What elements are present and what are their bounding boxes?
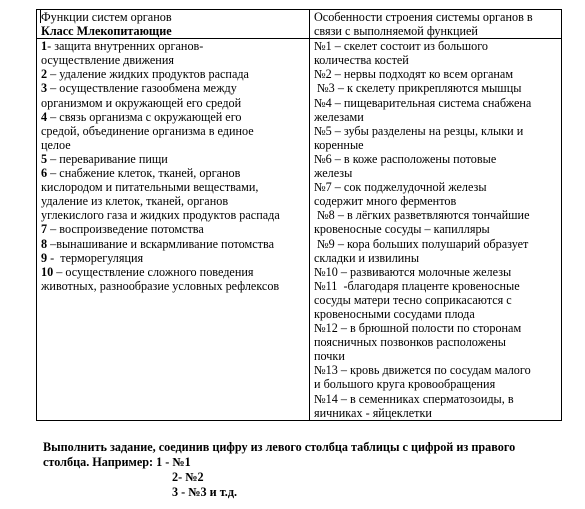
feature-item-line: железами [314,109,364,124]
col2-header-line: связи с выполняемой функцией [314,24,478,39]
function-number: 9 [41,250,48,265]
col1-header-line: Функции систем органов [41,10,172,24]
feature-item-line: складки и извилины [314,250,420,265]
function-number: 1 [41,39,48,54]
function-item-line [41,138,307,152]
function-number: 3 [41,81,48,96]
feature-item-line: железы [314,166,353,181]
feature-item-line: №3 – к скелету прикрепляются мышцы [314,81,522,96]
function-item-line [41,237,307,251]
function-item-line [41,53,307,67]
col1-header [37,10,310,39]
function-text: целое [41,137,71,152]
feature-item-line: сосуды матери тесно соприкасаются с [314,292,512,307]
feature-item-line: №13 – кровь движется по сосудам малого [314,363,531,378]
function-number: 2 [41,67,48,82]
text-cursor [40,10,41,23]
function-separator: - [47,250,61,265]
function-text: снабжение клеток, тканей, органов [59,166,241,181]
feature-item-line: №8 – в лёгких разветвляются тончайшие [314,208,530,223]
function-item-line [41,124,307,138]
function-number: 8 [41,236,48,251]
feature-item-line: №12 – в брюшной полости по сторонам [314,321,522,336]
table-header-row [37,10,562,39]
feature-item-line: №10 – развиваются молочные железы [314,264,512,279]
function-item-line [41,222,307,236]
function-text: углекислого газа и жидких продуктов распада [41,208,280,223]
function-text: организмом и окружающей его средой [41,95,242,110]
function-item-line [41,208,307,222]
function-text: защита внутренних органов- [54,39,204,54]
function-item-line [41,194,307,208]
function-item-line [41,152,307,166]
function-separator: - [47,39,55,54]
feature-item-line: №9 – кора больших полушарий образует [314,236,529,251]
function-item-line [41,110,307,124]
function-text: кислородом и питательными веществами, [41,180,259,195]
function-separator: – [47,222,60,237]
function-text: связь организма с окружающей его [59,109,242,124]
left-functions-cell [37,39,310,421]
function-item-line [41,67,307,81]
function-item-line [41,96,307,110]
feature-item-line: поясничных позвонков расположены [314,335,506,350]
feature-item-line: №2 – нервы подходят ко всем органам [314,67,514,82]
function-separator: – [47,109,60,124]
function-separator: – [47,67,60,82]
function-separator: – [53,264,66,279]
feature-item-line: кровеносными сосудами плода [314,306,475,321]
function-item-line [41,39,307,53]
function-separator: – [47,151,60,166]
function-separator: – [47,166,60,181]
feature-item-line: коренные [314,137,364,152]
function-text: удаление из клеток, тканей, органов [41,194,229,209]
feature-item-line: №4 – пищеварительная система снабжена [314,95,532,110]
right-features-cell [310,39,562,421]
col2-header [310,10,562,39]
function-text: осуществление движения [41,53,174,68]
col2-header-line: Особенности строения системы органов в [314,10,533,24]
table-body-row [37,39,562,421]
function-text: осуществление сложного поведения [65,264,254,279]
function-item-line [41,81,307,95]
function-number: 10 [41,264,54,279]
function-separator: – [47,236,57,251]
feature-item-line: №7 – сок поджелудочной железы [314,180,487,195]
function-item-line [41,279,307,293]
functions-table [36,9,562,421]
task-line: столбца. Например: 1 - №1 [43,455,191,469]
task-example: 2- №2 [172,470,204,484]
feature-item-line: №6 – в коже расположены потовые [314,151,497,166]
function-number: 4 [41,109,48,124]
function-number: 6 [41,166,48,181]
function-text: удаление жидких продуктов распада [59,67,249,82]
function-item-line [41,265,307,279]
function-number: 7 [41,222,48,237]
function-separator: – [47,81,60,96]
feature-item-line: почки [314,349,345,364]
feature-item-line: содержит много ферментов [314,194,457,209]
function-text: средой, объединение организма в единое [41,123,254,138]
feature-item-line: яичниках - яйцеклетки [314,405,432,420]
task-example: 3 - №3 и т.д. [172,485,238,499]
feature-item-line: №14 – в семенниках сперматозоиды, в [314,391,514,406]
feature-item-line: количества костей [314,53,409,68]
function-text: животных, разнообразие условных рефлексов [41,278,280,293]
function-text: вынашивание и вскармливание потомства [56,236,274,251]
task-text [43,440,573,500]
function-text: переваривание пищи [59,151,168,166]
feature-item-line: кровеносные сосуды – капилляры [314,222,490,237]
feature-item-line: и большого круга кровообращения [314,377,496,392]
feature-item-line: №11 -благодаря плаценте кровеносные [314,278,520,293]
function-item-line [41,251,307,265]
col1-header-class: Класс Млекопитающие [41,24,172,39]
function-text: терморегуляция [60,250,144,265]
task-line: Выполнить задание, соединив цифру из левого столбца таблицы с цифрой из правого [43,440,516,454]
function-text: воспроизведение потомства [59,222,204,237]
feature-item-line: №5 – зубы разделены на резцы, клыки и [314,123,524,138]
feature-item-line: №1 – скелет состоит из большого [314,39,489,54]
function-item-line [41,180,307,194]
function-number: 5 [41,151,48,166]
function-text: осуществление газообмена между [59,81,237,96]
function-item-line [41,166,307,180]
